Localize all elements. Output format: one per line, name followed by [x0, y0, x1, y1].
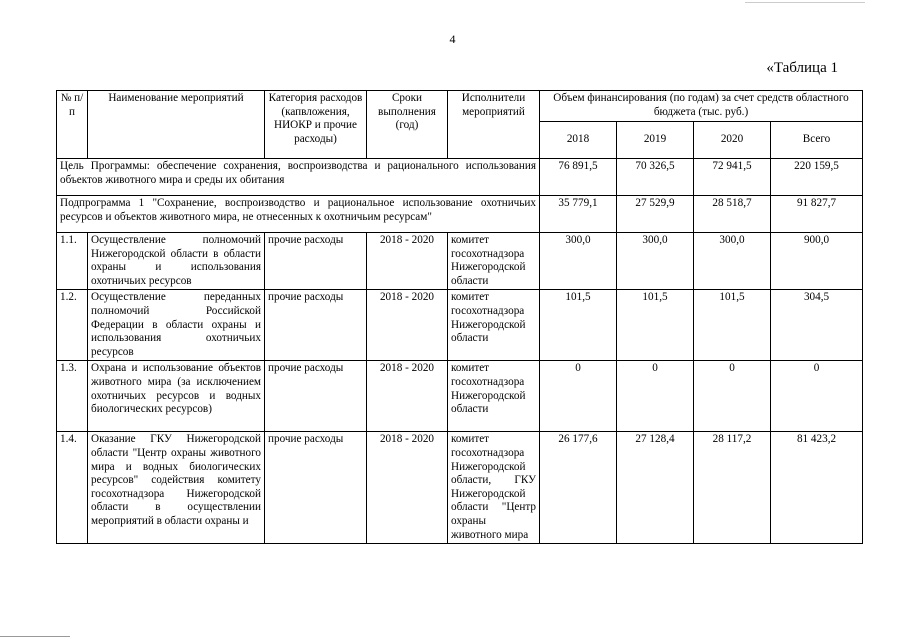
row-terms: 2018 - 2020: [367, 432, 448, 544]
row-total: 0: [771, 361, 863, 432]
row-2020: 0: [694, 361, 771, 432]
row-executor: комитет госохотнадзора Нижегородской области: [448, 290, 540, 361]
header-num: № п/п: [57, 91, 88, 159]
row-terms: 2018 - 2020: [367, 290, 448, 361]
row-2018: 300,0: [540, 233, 617, 290]
row-total: 304,5: [771, 290, 863, 361]
header-executors: Исполнители мероприятий: [448, 91, 540, 159]
row-terms: 2018 - 2020: [367, 233, 448, 290]
header-year-2018: 2018: [540, 122, 617, 159]
subprogram-2019: 27 529,9: [617, 196, 694, 233]
subprogram-total: 91 827,7: [771, 196, 863, 233]
subprogram-row: [57, 196, 863, 233]
header-terms: Сроки выполнения (год): [367, 91, 448, 159]
row-executor: комитет госохотнадзора Нижегородской области: [448, 233, 540, 290]
row-2019: 300,0: [617, 233, 694, 290]
funding-table: [56, 90, 863, 544]
goal-total: 220 159,5: [771, 159, 863, 196]
table-row: [57, 361, 863, 432]
goal-2019: 70 326,5: [617, 159, 694, 196]
goal-text: Цель Программы: обеспечение сохранения, воспроизводства и рационального использования объектов животного мира и среды их обитания: [57, 159, 540, 196]
row-name: Осуществление переданных полномочий Российской Федерации в области охраны и использования охотничьих ресурсов: [88, 290, 265, 361]
subprogram-2020: 28 518,7: [694, 196, 771, 233]
row-2018: 26 177,6: [540, 432, 617, 544]
row-total: 81 423,2: [771, 432, 863, 544]
table-row: [57, 290, 863, 361]
row-category: прочие расходы: [265, 432, 367, 544]
row-2019: 27 128,4: [617, 432, 694, 544]
row-2020: 28 117,2: [694, 432, 771, 544]
goal-2020: 72 941,5: [694, 159, 771, 196]
subprogram-2018: 35 779,1: [540, 196, 617, 233]
row-executor: комитет госохотнадзора Нижегородской области: [448, 361, 540, 432]
goal-row: [57, 159, 863, 196]
header-funding: Объем финансирования (по годам) за счет средств областного бюджета (тыс. руб.): [540, 91, 863, 122]
header-year-2019: 2019: [617, 122, 694, 159]
row-name: Охрана и использование объектов животного мира (за исключением охотничьих ресурсов и водных биологических ресурсов): [88, 361, 265, 432]
row-2019: 0: [617, 361, 694, 432]
header-year-2020: 2020: [694, 122, 771, 159]
table-row: [57, 233, 863, 290]
row-2019: 101,5: [617, 290, 694, 361]
header-row: [57, 91, 863, 122]
header-category: Категория расходов (капвложения, НИОКР и прочие расходы): [265, 91, 367, 159]
row-total: 900,0: [771, 233, 863, 290]
row-category: прочие расходы: [265, 233, 367, 290]
row-category: прочие расходы: [265, 290, 367, 361]
row-category: прочие расходы: [265, 361, 367, 432]
row-name: Оказание ГКУ Нижегородской области "Центр охраны животного мира и водных биологических ресурсов" содействия комитету госохотнадзора Нижегородской области в осуществлении мероприятий в области охраны и: [88, 432, 265, 544]
row-2018: 101,5: [540, 290, 617, 361]
table-row: [57, 432, 863, 544]
row-2020: 300,0: [694, 233, 771, 290]
row-2018: 0: [540, 361, 617, 432]
top-edge-mark: [745, 2, 865, 3]
goal-2018: 76 891,5: [540, 159, 617, 196]
table-caption: «Таблица 1: [766, 60, 838, 76]
row-name: Осуществление полномочий Нижегородской области в области охраны и использования охотничьих ресурсов: [88, 233, 265, 290]
row-num: 1.4.: [57, 432, 88, 544]
header-total: Всего: [771, 122, 863, 159]
row-executor: комитет госохотнадзора Нижегородской области, ГКУ Нижегородской области "Центр охраны животного мира: [448, 432, 540, 544]
row-num: 1.2.: [57, 290, 88, 361]
row-num: 1.3.: [57, 361, 88, 432]
bottom-edge-mark: [0, 636, 70, 637]
row-terms: 2018 - 2020: [367, 361, 448, 432]
subprogram-text: Подпрограмма 1 "Сохранение, воспроизводство и рациональное использование охотничьих ресурсов и объектов животного мира, не отнесенных к охотничьим ресурсам": [57, 196, 540, 233]
row-num: 1.1.: [57, 233, 88, 290]
header-name: Наименование мероприятий: [88, 91, 265, 159]
page-number: 4: [449, 32, 456, 46]
row-2020: 101,5: [694, 290, 771, 361]
